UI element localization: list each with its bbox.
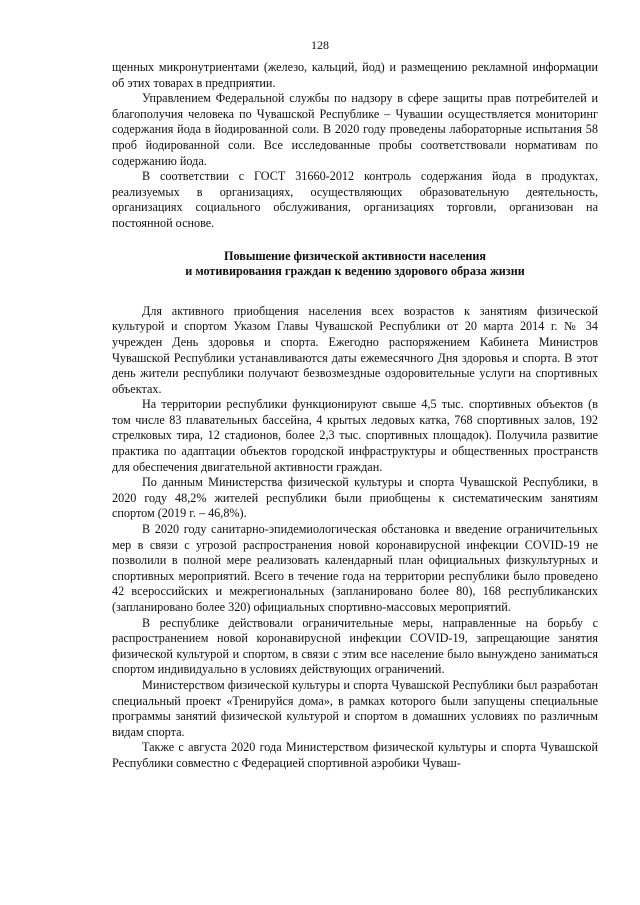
paragraph-sports-facilities: На территории республики функционируют свыше 4,5 тыс. спортивных объектов (в том числе 83 плавательных бассейна, 4 крытых ледовых катка, 768 спортивных залов, 192 стрелковых тира, 12 стадионов, более 2,3 тыс. спортивных площадок). Получила развитие практика по адаптации объектов городской инфраструктуры и общественных пространств для обеспечения двигательной активности граждан. bbox=[112, 397, 598, 474]
paragraph-restrictions: В республике действовали ограничительные меры, направленные на борьбу с распространением новой коронавирусной инфекции COVID-19, запрещающие занятия физической культурой и спортом, в связи с этим все население было вынуждено заниматься спортом индивидуально в условиях действующих ограничений. bbox=[112, 615, 598, 677]
paragraph-health-day: Для активного приобщения населения всех возрастов к занятиям физической культурой и спортом Указом Главы Чувашской Республики от 20 марта 2014 г. № 34 учрежден День здоровья и спорта. Ежегодно распоряжением Кабинета Министров Чувашской Республики устанавливаются даты ежемесячного Дня здоровья и спорта. В этот день жители республики получают безвозмездные оздоровительные услуги на спортивных объектах. bbox=[112, 303, 598, 396]
paragraph-continuation: щенных микронутриентами (железо, кальций, йод) и размещению рекламной информации об этих товарах в предприятии. bbox=[112, 60, 598, 90]
paragraph-covid-events: В 2020 году санитарно-эпидемиологическая обстановка и введение ограничительных мер в связи с угрозой распространения новой коронавирусной инфекции COVID-19 не позволили в полной мере реализовать календарный план официальных физкультурных и спортивных мероприятий. Всего в течение года на территории республики было проведено 42 всероссийских и межрегиональных (запланировано более 80), 168 республиканских (запланировано более 320) официальных спортивно-массовых мероприятий. bbox=[112, 522, 598, 614]
section-heading bbox=[112, 249, 598, 280]
page-number: 128 bbox=[311, 38, 329, 52]
spacer bbox=[112, 280, 598, 304]
paragraph-iodine-monitoring: Управлением Федеральной службы по надзору в сфере защиты прав потребителей и благополучия человека по Чувашской Республике – Чувашии осуществляется мониторинг содержания йода в йодированной соли. В 2020 году проведены лабораторные испытания 58 проб йодированной соли. Все исследованные пробы соответствовали нормативам по содержанию йода. bbox=[112, 91, 598, 168]
section-heading-line-1: Повышение физической активности населения bbox=[223, 248, 487, 263]
paragraph-gost-control: В соответствии с ГОСТ 31660-2012 контроль содержания йода в продуктах, реализуемых в организациях, осуществляющих образовательную деятельность, организациях социального обслуживания, организациях торговли, организован на постоянной основе. bbox=[112, 169, 598, 230]
document-body bbox=[112, 60, 598, 772]
spacer bbox=[112, 232, 598, 249]
section-heading-line-2: и мотивирования граждан к ведению здорового образа жизни bbox=[185, 264, 525, 279]
paragraph-train-at-home: Министерством физической культуры и спорта Чувашской Республики был разработан специальный проект «Тренируйся дома», в рамках которого были запущены специальные программы занятий физической культурой и спортом в домашних условиях по различным видам спорта. bbox=[112, 677, 598, 739]
paragraph-participation-rate: По данным Министерства физической культуры и спорта Чувашской Республики, в 2020 году 48,2% жителей республики были приобщены к систематическим занятиям спортом (2019 г. – 46,8%). bbox=[112, 475, 598, 521]
paragraph-aerobics-federation: Также с августа 2020 года Министерством физической культуры и спорта Чувашской Республики совместно с Федерацией спортивной аэробики Чуваш- bbox=[112, 740, 598, 770]
